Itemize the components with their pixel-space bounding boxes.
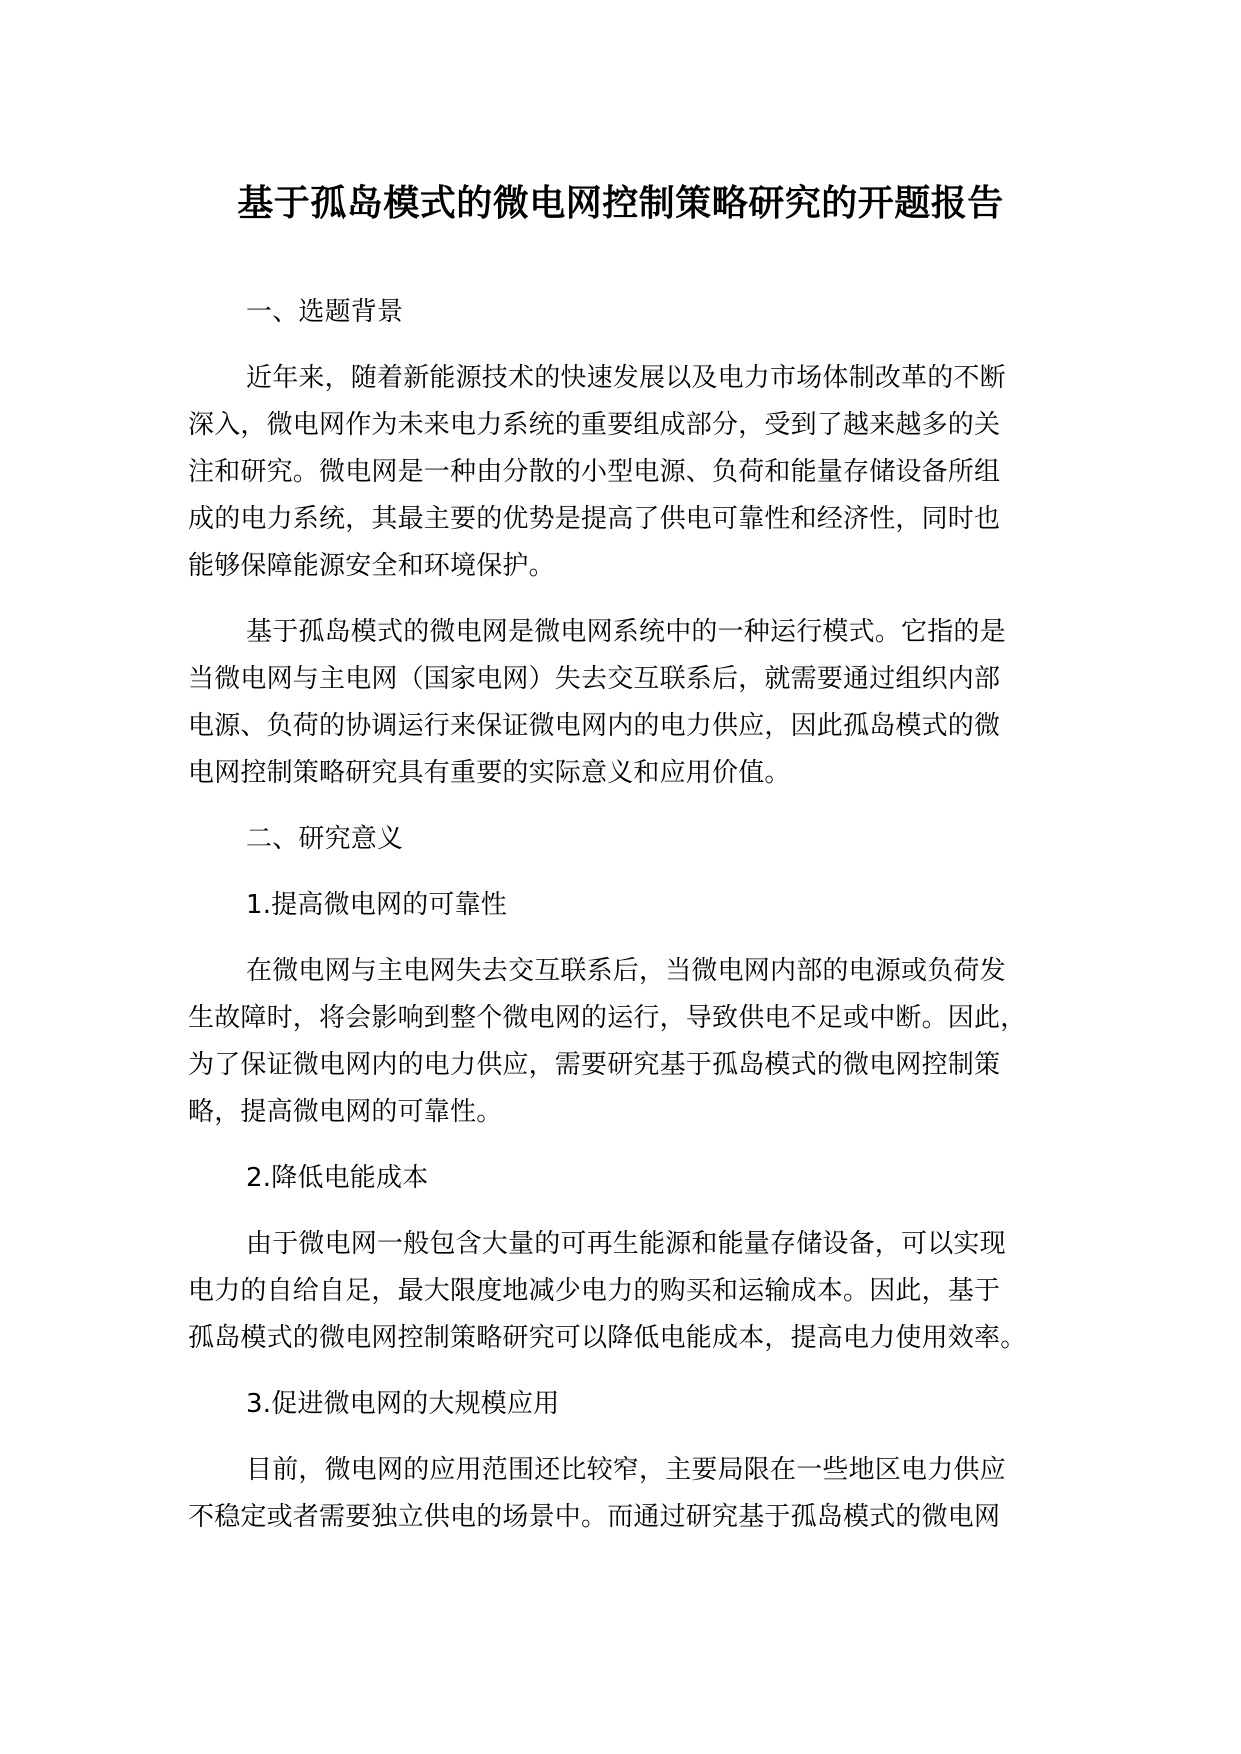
paragraph-line: 孤岛模式的微电网控制策略研究可以降低电能成本，提高电力使用效率。 bbox=[188, 1323, 1027, 1353]
paragraph-spacer bbox=[188, 1202, 1043, 1221]
document-body bbox=[188, 289, 1043, 1541]
paragraph-spacer bbox=[188, 1362, 1043, 1381]
paragraph-spacer bbox=[188, 1136, 1043, 1155]
paragraph-spacer bbox=[188, 797, 1043, 816]
paragraph-cost bbox=[188, 1221, 1043, 1362]
paragraph-line: 电力的自给自足，最大限度地减少电力的购买和运输成本。因此，基于 bbox=[188, 1276, 1001, 1306]
subheading-cost: 2.降低电能成本 bbox=[246, 1163, 429, 1193]
paragraph-background-2 bbox=[188, 609, 1043, 797]
document-title: 基于孤岛模式的微电网控制策略研究的开题报告 bbox=[237, 183, 1004, 224]
paragraph-line: 基于孤岛模式的微电网是微电网系统中的一种运行模式。它指的是 bbox=[246, 617, 1006, 647]
paragraph-spacer bbox=[188, 929, 1043, 948]
paragraph-line: 在微电网与主电网失去交互联系后，当微电网内部的电源或负荷发 bbox=[246, 956, 1006, 986]
paragraph-line: 生故障时，将会影响到整个微电网的运行，导致供电不足或中断。因此， bbox=[188, 1003, 1027, 1033]
paragraph-line: 由于微电网一般包含大量的可再生能源和能量存储设备，可以实现 bbox=[246, 1229, 1006, 1259]
paragraph-spacer bbox=[188, 863, 1043, 882]
paragraph-spacer bbox=[188, 336, 1043, 355]
paragraph-line: 电源、负荷的协调运行来保证微电网内的电力供应，因此孤岛模式的微 bbox=[188, 711, 1001, 741]
paragraph-large-scale bbox=[188, 1447, 1043, 1541]
paragraph-line: 成的电力系统，其最主要的优势是提高了供电可靠性和经济性，同时也 bbox=[188, 504, 1001, 534]
paragraph-reliability bbox=[188, 948, 1043, 1136]
paragraph-line: 略，提高微电网的可靠性。 bbox=[188, 1097, 503, 1127]
paragraph-spacer bbox=[188, 1428, 1043, 1447]
section-heading-significance: 二、研究意义 bbox=[246, 824, 404, 854]
paragraph-line: 不稳定或者需要独立供电的场景中。而通过研究基于孤岛模式的微电网 bbox=[188, 1502, 1001, 1532]
paragraph-background-1 bbox=[188, 355, 1043, 590]
paragraph-line: 电网控制策略研究具有重要的实际意义和应用价值。 bbox=[188, 758, 791, 788]
paragraph-line: 为了保证微电网内的电力供应，需要研究基于孤岛模式的微电网控制策 bbox=[188, 1050, 1001, 1080]
paragraph-line: 近年来，随着新能源技术的快速发展以及电力市场体制改革的不断 bbox=[246, 363, 1006, 393]
paragraph-line: 目前，微电网的应用范围还比较窄，主要局限在一些地区电力供应 bbox=[246, 1455, 1006, 1485]
paragraph-line: 当微电网与主电网（国家电网）失去交互联系后，就需要通过组织内部 bbox=[188, 664, 1001, 694]
section-heading-background: 一、选题背景 bbox=[246, 297, 404, 327]
paragraph-line: 能够保障能源安全和环境保护。 bbox=[188, 551, 555, 581]
paragraph-line: 深入，微电网作为未来电力系统的重要组成部分，受到了越来越多的关 bbox=[188, 410, 1001, 440]
paragraph-line: 注和研究。微电网是一种由分散的小型电源、负荷和能量存储设备所组 bbox=[188, 457, 1001, 487]
subheading-reliability: 1.提高微电网的可靠性 bbox=[246, 890, 508, 920]
paragraph-spacer bbox=[188, 590, 1043, 609]
subheading-large-scale: 3.促进微电网的大规模应用 bbox=[246, 1389, 560, 1419]
